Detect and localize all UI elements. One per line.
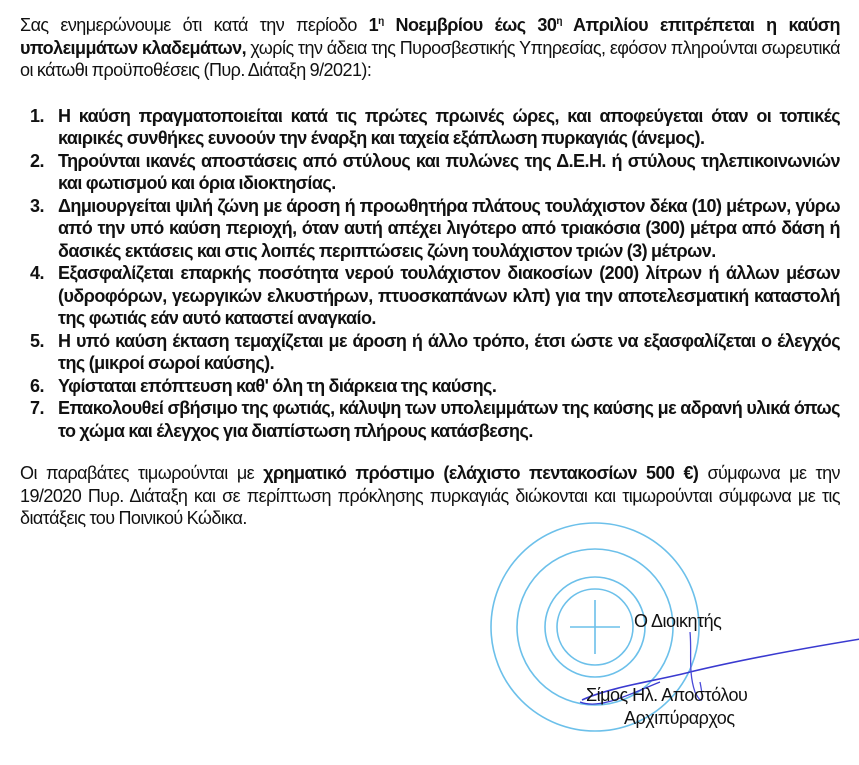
item-line: Η υπό καύση έκταση τεμαχίζεται με άροση ή άλλο τρόπο, έτσι ώστε να: [58, 330, 639, 351]
list-item: [20, 150, 840, 195]
text: Οι παραβάτες τιμωρούνται με: [20, 463, 264, 483]
list-item: [20, 330, 840, 375]
item-number: 6.: [30, 375, 44, 396]
item-text: [58, 330, 840, 375]
period-bold: [369, 15, 777, 35]
intro-paragraph: [20, 14, 840, 82]
item-line: Εξασφαλίζεται επαρκής ποσότητα νερού τουλάχιστον διακοσίων (200) λίτρων ή: [58, 263, 719, 283]
text: Απριλίου επιτρέπεται η: [561, 15, 777, 35]
item-text: [58, 262, 840, 330]
item-line: τριακόσια (300) μέτρα από δάση ή δασικές εκτάσεις και στις λοιπές περιπτώσεις: [58, 218, 840, 261]
penalty-paragraph: [20, 462, 840, 530]
item-line: (10) μέτρων, γύρω από την υπό καύση περιοχή, όταν αυτή απέχει λιγότερο από: [58, 195, 840, 238]
signatory-title: Ο Διοικητής: [634, 610, 722, 631]
text: πληρούνται σωρευτικά οι κάτωθι προϋποθέσεις (Πυρ. Διάταξη 9/2021):: [20, 37, 840, 80]
item-number: 3.: [30, 195, 44, 216]
item-line: Τηρούνται ικανές αποστάσεις από στύλους και πυλώνες της Δ.Ε.Η. ή στύλους: [58, 150, 696, 171]
list-item: [20, 195, 840, 263]
item-line: Επακολουθεί σβήσιμο της φωτιάς, κάλυψη των υπολειμμάτων της καύσης με: [58, 398, 677, 418]
fine-bold: χρηματικό πρόστιμο (ελάχιστο πεντακοσίων 500 €): [263, 463, 699, 483]
list-item: [20, 375, 840, 398]
list-item: [20, 105, 840, 150]
item-line: Υφίσταται επόπτευση καθ' όλη τη διάρκεια της καύσης.: [58, 375, 497, 396]
item-line: οι τοπικές καιρικές συνθήκες ευνοούν την έναρξη και ταχεία εξάπλωση: [58, 105, 841, 148]
item-line: εξασφαλίζεται ο έλεγχός της (μικροί σωροί καύσης).: [58, 330, 841, 373]
item-text: [58, 105, 840, 150]
text: 1: [368, 15, 379, 35]
text: και τιμωρούνται σύμφωνα με τις διατάξεις του Ποινικού Κώδικα.: [20, 485, 840, 528]
item-number: 1.: [30, 105, 44, 126]
item-text: [58, 375, 840, 398]
item-line: αδρανή υλικά όπως το χώμα και έλεγχος για διαπίστωση πλήρους κατάσβεσης.: [58, 398, 840, 441]
item-number: 5.: [30, 330, 44, 351]
item-text: [58, 397, 840, 442]
item-line: Δημιουργείται ψιλή ζώνη με άροση ή προωθητήρα πλάτους τουλάχιστον δέκα: [58, 195, 687, 216]
text: σύμφωνα με την 19/2020 Πυρ. Διάταξη και σε περίπτωση πρόκλησης πυρκαγιάς διώκονται: [20, 463, 840, 506]
signature-block: [520, 540, 859, 745]
text: Νοεμβρίου έως 30: [383, 15, 557, 35]
superscript: η: [378, 16, 384, 27]
item-line: την αποτελεσματική καταστολή της φωτιάς εάν αυτό καταστεί αναγκαίο.: [58, 285, 840, 328]
item-text: [58, 195, 840, 263]
conditions-list: [20, 105, 840, 443]
item-line: ζώνη τουλάχιστον τριών (3) μέτρων.: [426, 240, 716, 261]
superscript: η: [556, 16, 562, 27]
list-item: [20, 262, 840, 330]
signatory-rank: Αρχιπύραρχος: [624, 707, 735, 728]
signatory-name: Σίμος Ηλ. Αποστόλου: [586, 684, 748, 705]
item-line: πυρκαγιάς (άνεμος).: [541, 128, 705, 148]
item-line: Η καύση πραγματοποιείται κατά τις πρώτες πρωινές ώρες, και αποφεύγεται όταν: [58, 105, 749, 126]
item-number: 4.: [30, 263, 44, 283]
item-number: 7.: [30, 398, 44, 418]
item-text: [58, 150, 840, 195]
item-line: τηλεπικοινωνιών και φωτισμού και όρια ιδιοκτησίας.: [58, 150, 840, 193]
list-item: [20, 397, 840, 442]
item-number: 2.: [30, 150, 44, 171]
item-line: άλλων μέσων (υδροφόρων, γεωργικών ελκυστήρων, πτυοσκαπάνων κλπ) για: [58, 263, 840, 306]
text: χωρίς την άδεια της Πυροσβεστικής Υπηρεσίας, εφόσον: [246, 37, 667, 58]
text: Σας ενημερώνουμε ότι κατά την περίοδο: [20, 15, 369, 35]
bold-text: καύση υπολειμμάτων κλαδεμάτων,: [20, 15, 840, 58]
